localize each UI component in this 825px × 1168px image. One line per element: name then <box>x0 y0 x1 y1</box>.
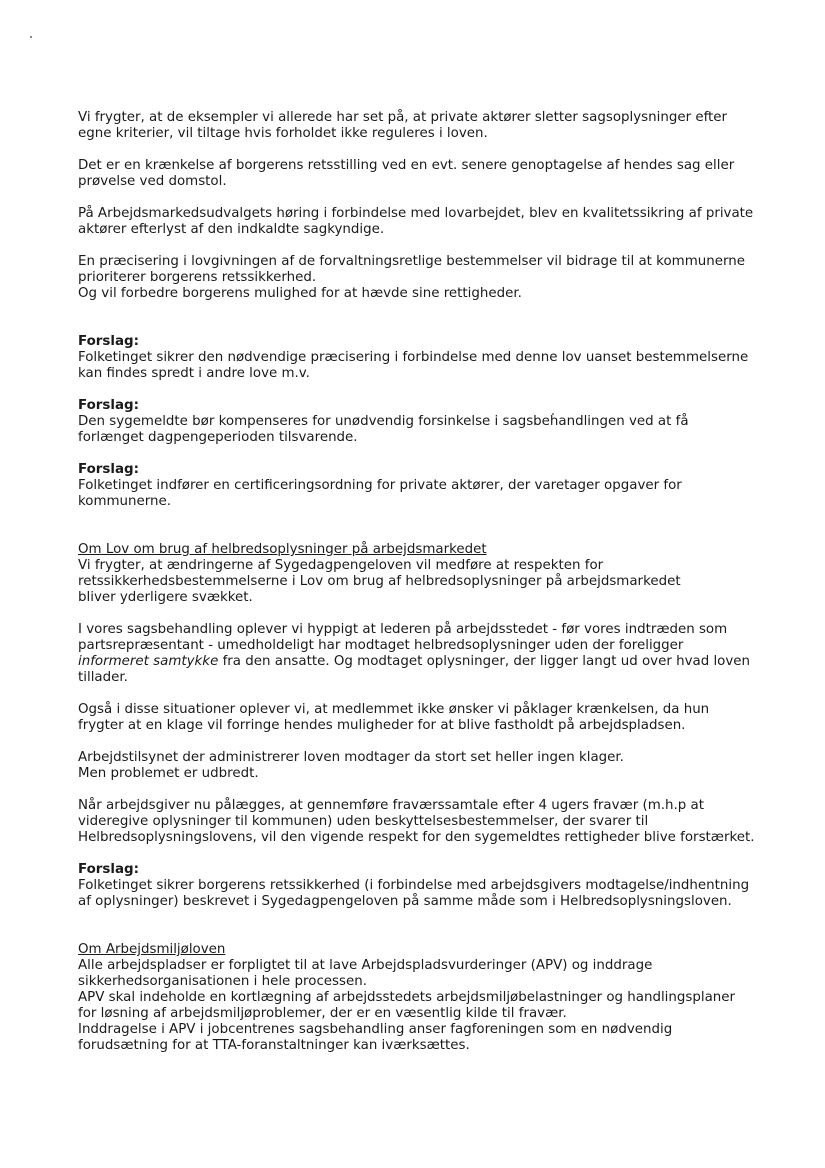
proposal-heading: Forslag: <box>78 462 139 477</box>
proposal-block-1 <box>78 334 748 382</box>
text-line: Folketinget indfører en certificeringsordning for private aktører, der varetager opgaver for <box>78 478 682 493</box>
paragraph-absence-interview <box>78 798 755 846</box>
text-line: Det er en krænkelse af borgerens retsstilling ved en evt. senere genoptagelse af hendes sag eller <box>78 158 735 173</box>
text-line: Alle arbejdspladser er forpligtet til at lave Arbejdspladsvurderinger (APV) og inddrage <box>78 958 653 973</box>
text-line: forudsætning for at TTA-foranstaltninger kan iværksættes. <box>78 1038 470 1053</box>
text-line: af oplysninger) beskrevet i Sygedagpengeloven på samme måde som i Helbredsoplysningsloven. <box>78 894 732 909</box>
text-line: Også i disse situationer oplever vi, at medlemmet ikke ønsker vi påklager krænkelsen, da hun <box>78 702 710 717</box>
text-line: Vi frygter, at de eksempler vi allerede har set på, at private aktører sletter sagsoplysninger efter <box>78 110 728 125</box>
paragraph-work-authority <box>78 750 748 782</box>
text-line: På Arbejdsmarkedsudvalgets høring i forbindelse med lovarbejdet, blev en kvalitetssikring af private <box>78 206 754 221</box>
text-line: prøvelse ved domstol. <box>78 174 227 189</box>
text-line: bliver yderligere svækket. <box>78 590 253 605</box>
scan-speck <box>30 36 32 38</box>
text-line: aktører efterlyst af den indkaldte sagkyndige. <box>78 222 385 237</box>
text-line: videregive oplysninger til kommunen) uden beskyttelsesbestemmelser, der svarer til <box>78 814 649 829</box>
section-health-info <box>78 542 748 606</box>
paragraph-hearing <box>78 206 754 238</box>
proposal-heading: Forslag: <box>78 334 139 349</box>
text-line: Vi frygter, at ændringerne af Sygedagpengeloven vil medføre at respekten for <box>78 558 604 573</box>
text-line: Og vil forbedre borgerens mulighed for at hævde sine rettigheder. <box>78 286 522 301</box>
text-line: Men problemet er udbredt. <box>78 766 259 781</box>
proposal-block-2 <box>78 398 748 446</box>
text-line: kan findes spredt i andre love m.v. <box>78 366 310 381</box>
text-line: forlænget dagpengeperioden tilsvarende. <box>78 430 358 445</box>
text-line: retssikkerhedsbestemmelserne i Lov om brug af helbredsoplysninger på arbejdsmarkedet <box>78 574 681 589</box>
text-line: APV skal indeholde en kortlægning af arbejdsstedets arbejdsmiljøbelastninger og handlingsplaner <box>78 990 736 1005</box>
paragraph-legal-position <box>78 158 748 190</box>
paragraph-private-actors <box>78 110 748 142</box>
text-line: I vores sagsbehandling oplever vi hyppigt at lederen på arbejdsstedet - før vores indtræden som <box>78 622 728 637</box>
text-line: En præcisering i lovgivningen af de forvaltningsretlige bestemmelser vil bidrage til at kommunerne <box>78 254 745 269</box>
paragraph-case-handling <box>78 622 751 686</box>
text-segment: fra den ansatte. Og modtaget oplysninger, der ligger langt ud over hvad loven <box>218 654 751 669</box>
section-work-environment <box>78 942 748 1054</box>
text-line: prioriterer borgerens retssikkerhed. <box>78 270 317 285</box>
proposal-heading: Forslag: <box>78 398 139 413</box>
text-line: tillader. <box>78 670 128 685</box>
paragraph-clarification <box>78 254 748 302</box>
paragraph-complaints <box>78 702 748 734</box>
text-line: Folketinget sikrer den nødvendige præcisering i forbindelse med denne lov uanset bestemmelserne <box>78 350 749 365</box>
proposal-heading: Forslag: <box>78 862 139 877</box>
text-line: egne kriterier, vil tiltage hvis forholdet ikke reguleres i loven. <box>78 126 488 141</box>
proposal-block-3 <box>78 462 748 510</box>
section-title: Om Lov om brug af helbredsoplysninger på arbejdsmarkedet <box>78 542 487 557</box>
text-line: Folketinget sikrer borgerens retssikkerhed (i forbindelse med arbejdsgivers modtagelse/indhentning <box>78 878 750 893</box>
text-line: sikkerhedsorganisationen i hele processen. <box>78 974 367 989</box>
text-line: partsrepræsentant - umedholdeligt har modtaget helbredsoplysninger uden der foreligger <box>78 638 684 653</box>
text-line: frygter at en klage vil forringe hendes muligheder for at blive fastholdt på arbejdspladsen. <box>78 718 686 733</box>
text-line: Den sygemeldte bør kompenseres for unødvendig forsinkelse i sagsbehandlingen ved at få <box>78 414 689 429</box>
document-page <box>78 110 755 1054</box>
text-line: kommunerne. <box>78 494 172 509</box>
text-line: Inddragelse i APV i jobcentrenes sagsbehandling anser fagforeningen som en nødvendig <box>78 1022 673 1037</box>
text-line: Helbredsoplysningslovens, vil den vigende respekt for den sygemeldtes rettigheder blive forstærket. <box>78 830 755 845</box>
text-line: Når arbejdsgiver nu pålægges, at gennemføre fraværssamtale efter 4 ugers fravær (m.h.p at <box>78 798 704 813</box>
italic-phrase: informeret samtykke <box>78 654 219 669</box>
section-title: Om Arbejdsmiljøloven <box>78 942 226 957</box>
text-line <box>78 654 751 670</box>
text-line: Arbejdstilsynet der administrerer loven modtager da stort set heller ingen klager. <box>78 750 624 765</box>
proposal-block-4 <box>78 862 748 910</box>
text-line: for løsning af arbejdsmiljøproblemer, der er en væsentlig kilde til fravær. <box>78 1006 567 1021</box>
